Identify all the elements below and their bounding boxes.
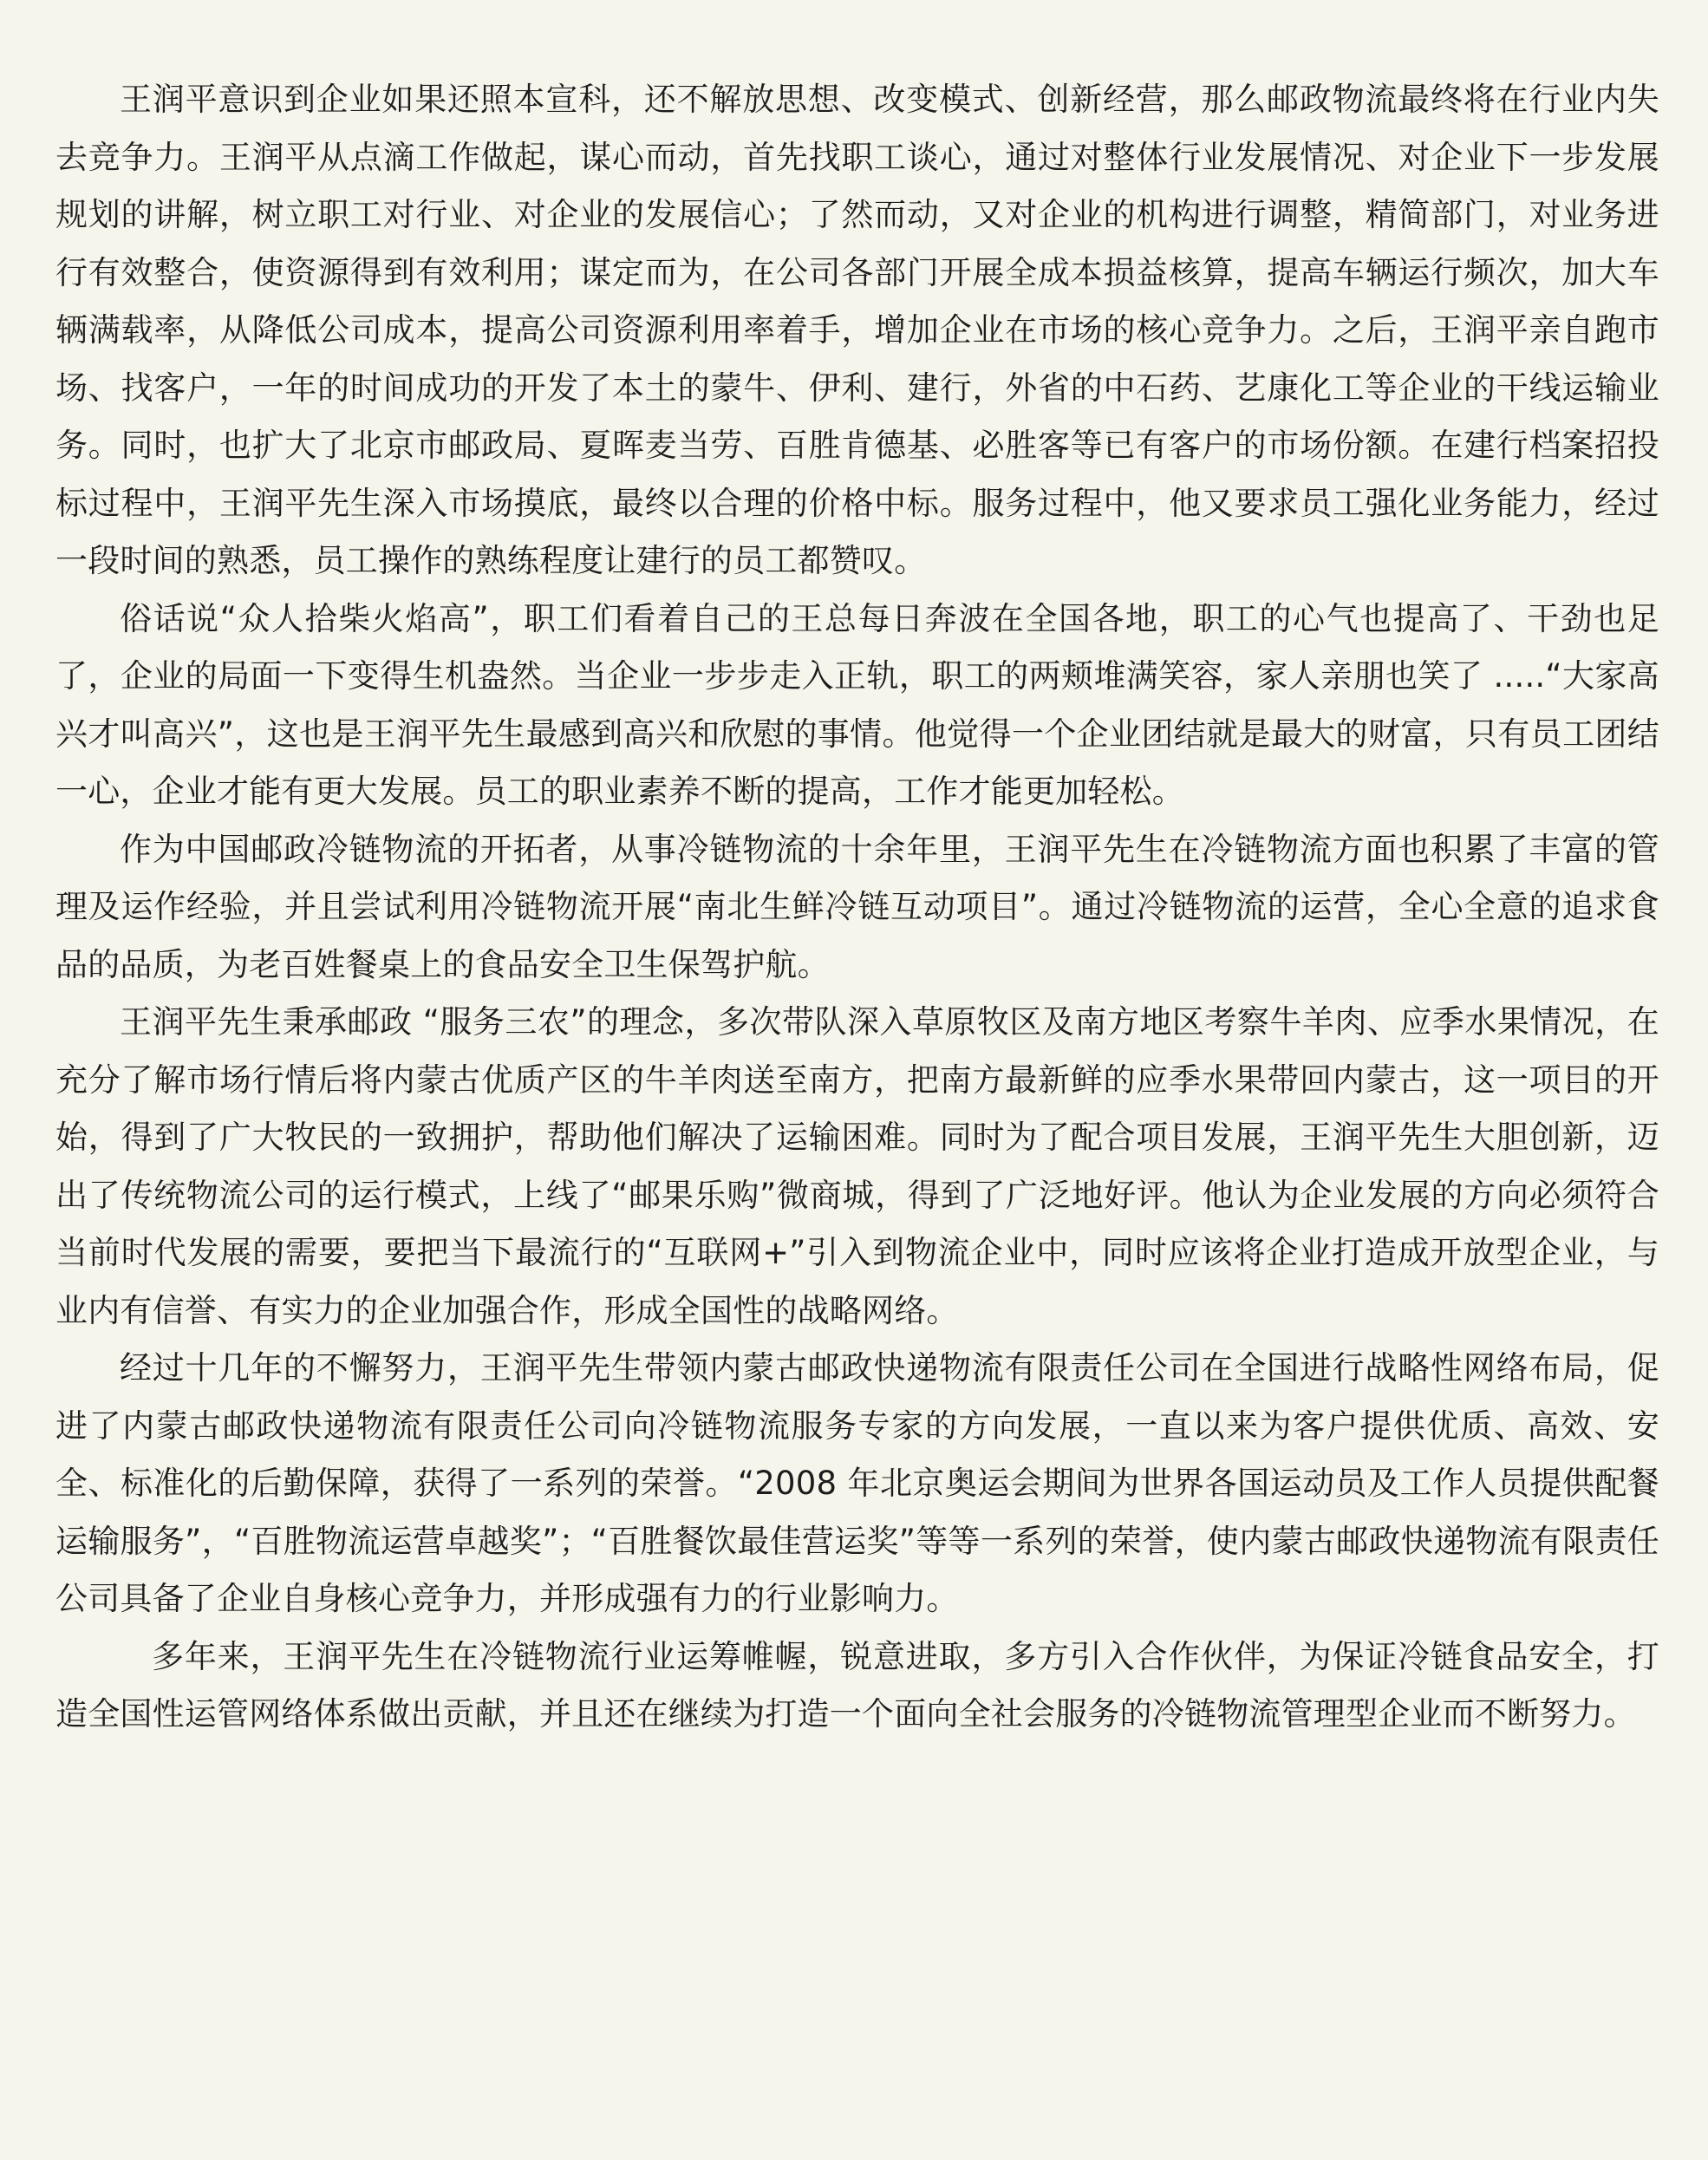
paragraph-cold-chain-pioneer: 作为中国邮政冷链物流的开拓者，从事冷链物流的十余年里，王润平先生在冷链物流方面也积累了丰富的管理及运作经验，并且尝试利用冷链物流开展“南北生鲜冷链互动项目”。通过冷链物流的运营，全心全意的追求食品的品质，为老百姓餐桌上的食品安全卫生保驾护航。 <box>55 830 1659 983</box>
paragraph-reform: 王润平意识到企业如果还照本宣科，还不解放思想、改变模式、创新经营，那么邮政物流最终将在行业内失去竞争力。王润平从点滴工作做起，谋心而动，首先找职工谈心，通过对整体行业发展情况、对企业下一步发展规划的讲解，树立职工对行业、对企业的发展信心；了然而动，又对企业的机构进行调整，精简部门，对业务进行有效整合，使资源得到有效利用；谋定而为，在公司各部门开展全成本损益核算，提高车辆运行频次，加大车辆满载率，从降低公司成本，提高公司资源利用率着手，增加企业在市场的核心竞争力。之后，王润平亲自跑市场、找客户，一年的时间成功的开发了本土的蒙牛、伊利、建行，外省的中石药、艺康化工等企业的干线运输业务。同时，也扩大了北京市邮政局、夏晖麦当劳、百胜肯德基、必胜客等已有客户的市场份额。在建行档案招投标过程中，王润平先生深入市场摸底，最终以合理的价格中标。服务过程中，他又要求员工强化业务能力，经过一段时间的熟悉，员工操作的熟练程度让建行的员工都赞叹。 <box>55 81 1659 579</box>
article-body <box>55 71 1659 1744</box>
paragraph-honors: 经过十几年的不懈努力，王润平先生带领内蒙古邮政快递物流有限责任公司在全国进行战略性网络布局，促进了内蒙古邮政快递物流有限责任公司向冷链物流服务专家的方向发展，一直以来为客户提供优质、高效、安全、标准化的后勤保障，获得了一系列的荣誉。“2008 年北京奥运会期间为世界各国运动员及工作人员提供配餐运输服务”，“百胜物流运营卓越奖”；“百胜餐饮最佳营运奖”等等一系列的荣誉，使内蒙古邮政快递物流有限责任公司具备了企业自身核心竞争力，并形成强有力的行业影响力。 <box>55 1349 1659 1617</box>
paragraph-team-spirit: 俗话说“众人拾柴火焰高”，职工们看着自己的王总每日奔波在全国各地，职工的心气也提高了、干劲也足了，企业的局面一下变得生机盎然。当企业一步步走入正轨，职工的两颊堆满笑容，家人亲朋也笑了 .....“大家高兴才叫高兴”，这也是王润平先生最感到高兴和欣慰的事情。他觉得一个企业团结就是最大的财富，只有员工团结一心，企业才能有更大发展。员工的职业素养不断的提高，工作才能更加轻松。 <box>55 599 1659 810</box>
paragraph-three-rural-services: 王润平先生秉承邮政 “服务三农”的理念，多次带队深入草原牧区及南方地区考察牛羊肉、应季水果情况，在充分了解市场行情后将内蒙古优质产区的牛羊肉送至南方，把南方最新鲜的应季水果带回内蒙古，这一项目的开始，得到了广大牧民的一致拥护，帮助他们解决了运输困难。同时为了配合项目发展，王润平先生大胆创新，迈出了传统物流公司的运行模式，上线了“邮果乐购”微商城，得到了广泛地好评。他认为企业发展的方向必须符合当前时代发展的需要，要把当下最流行的“互联网+”引入到物流企业中，同时应该将企业打造成开放型企业，与业内有信誉、有实力的企业加强合作，形成全国性的战略网络。 <box>55 1003 1659 1329</box>
paragraph-closing: 多年来，王润平先生在冷链物流行业运筹帷幄，锐意进取，多方引入合作伙伴，为保证冷链食品安全，打造全国性运管网络体系做出贡献，并且还在继续为打造一个面向全社会服务的冷链物流管理型企业而不断努力。 <box>55 1637 1659 1733</box>
